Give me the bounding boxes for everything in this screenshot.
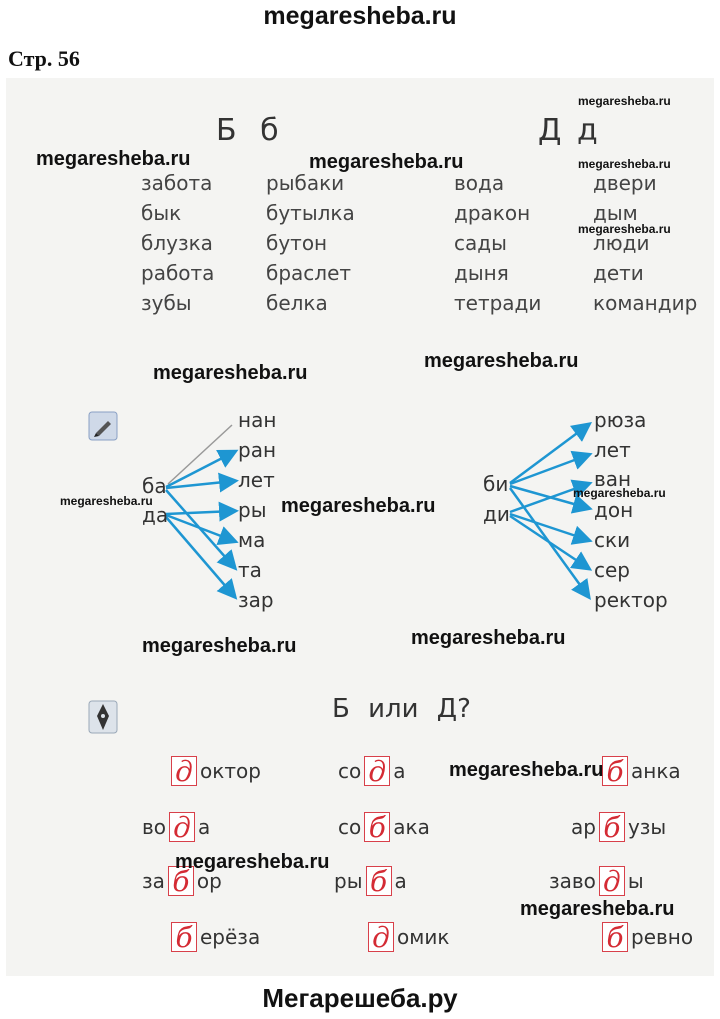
word: работа <box>141 261 215 285</box>
letter-box[interactable] <box>364 812 390 842</box>
syllable-start: ба <box>142 474 167 498</box>
watermark: megaresheba.ru <box>411 627 566 649</box>
syllable-ending: лет <box>594 438 631 462</box>
fill-in-item <box>168 922 260 952</box>
watermark: megaresheba.ru <box>309 151 464 173</box>
letter-box[interactable] <box>171 756 197 786</box>
word: зубы <box>141 291 192 315</box>
fill-in-item <box>549 866 644 896</box>
word-end: а <box>198 815 211 839</box>
syllable-ending: рюза <box>594 408 647 432</box>
word-end: а <box>394 869 407 893</box>
syllable-ending: ван <box>594 467 632 491</box>
watermark: megaresheba.ru <box>573 486 666 500</box>
arrow <box>510 425 588 483</box>
syllable-ending: та <box>238 558 262 582</box>
answer-letter: б <box>172 865 190 898</box>
word-end: а <box>393 759 406 783</box>
syllable-ending: сер <box>594 558 630 582</box>
word: бутылка <box>266 201 355 225</box>
word-end: ака <box>393 815 430 839</box>
syllable-ending: лет <box>238 468 275 492</box>
fill-in-item <box>142 812 210 842</box>
fill-in-item <box>571 812 666 842</box>
arrow <box>510 455 588 484</box>
watermark: megaresheba.ru <box>153 362 308 384</box>
word-start: со <box>338 759 362 783</box>
syllable-ending: ректор <box>594 588 668 612</box>
watermark: megaresheba.ru <box>520 898 675 920</box>
word: забота <box>141 171 213 195</box>
syllable-ending: нан <box>238 408 277 432</box>
syllable-start: би <box>483 472 509 496</box>
word-end: ерёза <box>200 925 261 949</box>
answer-letter: б <box>175 921 193 954</box>
word-start: ар <box>571 815 596 839</box>
heading-d: Д д <box>538 113 598 148</box>
word-end: октор <box>200 759 261 783</box>
fill-in-item <box>365 922 449 952</box>
answer-letter: б <box>369 865 388 898</box>
word: дракон <box>454 201 531 225</box>
word-end: узы <box>627 815 667 839</box>
watermark: megaresheba.ru <box>175 851 330 873</box>
letter-box[interactable] <box>602 756 628 786</box>
fill-in-item <box>338 756 406 786</box>
word-end: ы <box>627 869 644 893</box>
word: вода <box>454 171 505 195</box>
word: бутон <box>266 231 328 255</box>
word-start: за <box>142 869 165 893</box>
word-start: во <box>142 815 167 839</box>
word: браслет <box>266 261 352 285</box>
answer-letter: д <box>368 755 387 788</box>
word-end: ревно <box>631 925 694 949</box>
watermark: megaresheba.ru <box>449 759 604 781</box>
letter-box[interactable] <box>171 922 197 952</box>
word-start: ры <box>334 869 363 893</box>
syllable-ending: ски <box>594 528 631 552</box>
word: люди <box>593 231 650 255</box>
letter-box[interactable] <box>169 812 195 842</box>
watermark: megaresheba.ru <box>424 350 579 372</box>
answer-letter: б <box>606 921 624 954</box>
word-end: анка <box>631 759 681 783</box>
fill-in-item <box>338 812 430 842</box>
syllable-start: да <box>142 503 169 527</box>
answer-letter: д <box>175 755 193 788</box>
watermark: megaresheba.ru <box>142 635 297 657</box>
answer-letter: д <box>603 865 621 898</box>
pencil-line <box>168 425 232 484</box>
page-number: Стр. 56 <box>8 46 80 71</box>
syllable-ending: ма <box>238 528 266 552</box>
answer-letter: б <box>368 811 386 844</box>
arrow <box>510 514 588 540</box>
letter-box[interactable] <box>366 866 392 896</box>
word: белка <box>266 291 328 315</box>
pen-task-icon <box>88 700 118 730</box>
watermark: megaresheba.ru <box>36 148 191 170</box>
answer-letter: б <box>606 755 624 788</box>
watermark: megaresheba.ru <box>578 94 671 108</box>
syllable-ending: дон <box>594 498 634 522</box>
word: тетради <box>454 291 542 315</box>
watermark: megaresheba.ru <box>281 495 436 517</box>
letter-box[interactable] <box>368 922 394 952</box>
word: двери <box>593 171 657 195</box>
word-start: со <box>338 815 362 839</box>
arrow <box>166 511 234 514</box>
watermark: megaresheba.ru <box>60 494 153 508</box>
letter-box[interactable] <box>599 866 625 896</box>
task-title: Б или Д? <box>332 694 471 724</box>
syllable-ending: ран <box>238 438 277 462</box>
syllable-start: ди <box>483 502 510 526</box>
letter-box[interactable] <box>364 756 390 786</box>
fill-in-item <box>599 756 681 786</box>
answer-letter: б <box>603 811 621 844</box>
watermark: megaresheba.ru <box>578 222 671 236</box>
word: дыня <box>454 261 509 285</box>
fill-in-item <box>334 866 407 896</box>
syllable-ending: зар <box>238 588 274 612</box>
syllable-ending: ры <box>238 498 267 522</box>
word: командир <box>593 291 698 315</box>
word: дым <box>593 201 638 225</box>
heading-b: Б б <box>216 113 279 148</box>
word: блузка <box>141 231 213 255</box>
word: рыбаки <box>266 171 345 195</box>
arrow <box>510 516 588 568</box>
word: сады <box>454 231 507 255</box>
answer-letter: д <box>372 921 390 954</box>
word: дети <box>593 261 644 285</box>
fill-in-item <box>599 922 693 952</box>
fill-in-item <box>168 756 261 786</box>
word-start: заво <box>549 869 596 893</box>
site-footer: Мегарешеба.ру <box>262 983 458 1013</box>
watermark: megaresheba.ru <box>578 157 671 171</box>
letter-box[interactable] <box>599 812 625 842</box>
site-header: megaresheba.ru <box>263 2 457 30</box>
word: бык <box>141 201 182 225</box>
letter-box[interactable] <box>602 922 628 952</box>
answer-letter: д <box>173 811 191 844</box>
word-end: ор <box>196 869 222 893</box>
word-end: омик <box>397 925 450 949</box>
